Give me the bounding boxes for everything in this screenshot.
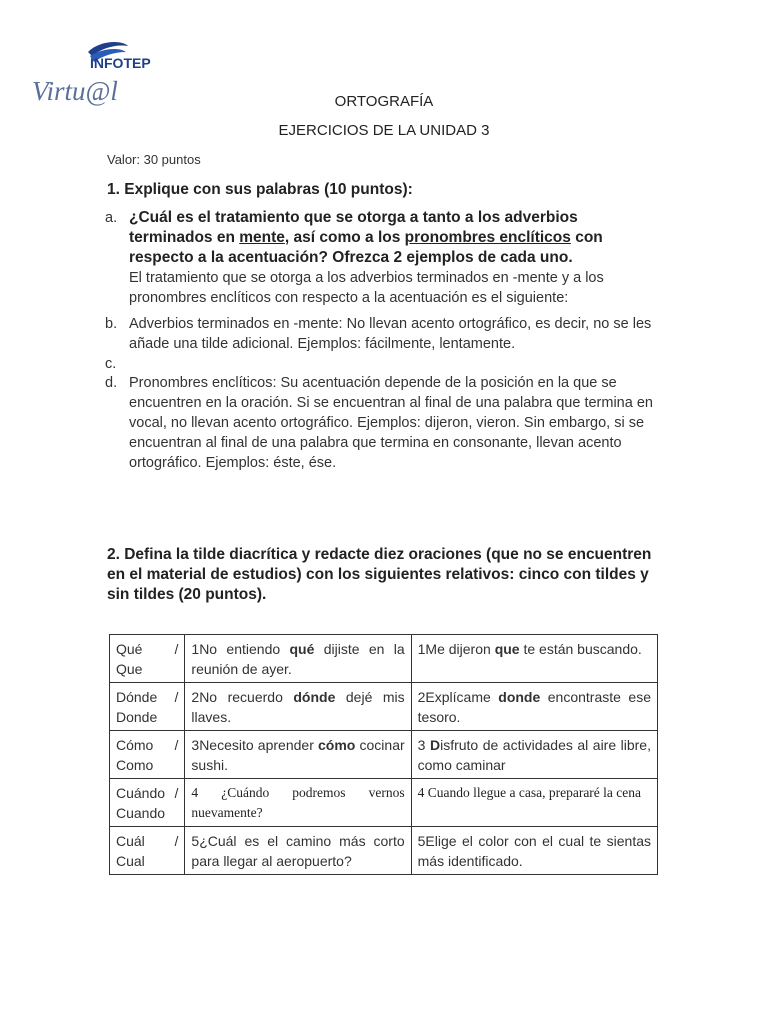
- item-b-text: Adverbios terminados en -mente: No llevan acento ortográfico, es decir, no se les añade una tilde adicional. Ejemplos: fácilmente, lentamente.: [129, 316, 652, 352]
- item-b-letter: b.: [105, 316, 118, 332]
- pair-cell: Cuándo / Cuando: [110, 779, 185, 827]
- item-a-answer: El tratamiento que se otorga a los adverbios terminados en -mente y a los pronombres enclíticos con respecto a la acentuación es el siguiente:: [129, 270, 604, 306]
- page-title: ORTOGRAFÍA: [334, 93, 434, 110]
- sentence-with-tilde: 4 ¿Cuándo podremos vernos nuevamente?: [185, 779, 411, 827]
- item-d-text: Pronombres enclíticos: Su acentuación depende de la posición en la que se encuentren en la oración. Si se encuentran al final de una palabra que termina en vocal, no llevan acento ortográfico. Ejemplos: dijeron, vieron. Sin embargo, si se encuentran al final de una palabra que termina en consonante, llevan acento ortográfico. Ejemplos: éste, ése.: [129, 375, 653, 471]
- pair-cell: Cómo / Como: [110, 731, 185, 779]
- sentence-with-tilde: 1No entiendo qué dijiste en la reunión de ayer.: [185, 635, 411, 683]
- table-row: [110, 683, 658, 731]
- item-a: [129, 208, 629, 308]
- logo-brand: INFOTEP: [90, 55, 151, 71]
- sentence-without-tilde: 4 Cuando llegue a casa, prepararé la cena: [411, 779, 657, 827]
- relatives-table: [109, 634, 658, 875]
- table-row: [110, 779, 658, 827]
- table-row: [110, 827, 658, 875]
- question-2-title: 2. Defina la tilde diacrítica y redacte diez oraciones (que no se encuentren en el material de estudios) con los siguientes relativos: cinco con tildes y sin tildes (20 puntos).: [107, 546, 652, 603]
- question-1-title: 1. Explique con sus palabras (10 puntos):: [107, 181, 413, 198]
- sentence-without-tilde: 5Elige el color con el cual te sientas más identificado.: [411, 827, 657, 875]
- mente-underlined: mente: [239, 229, 285, 246]
- sentence-without-tilde: 2Explícame donde encontraste ese tesoro.: [411, 683, 657, 731]
- sentence-with-tilde: 3Necesito aprender cómo cocinar sushi.: [185, 731, 411, 779]
- sentence-without-tilde: 1Me dijeron que te están buscando.: [411, 635, 657, 683]
- pair-cell: Qué / Que: [110, 635, 185, 683]
- item-a-letter: a.: [105, 210, 118, 226]
- pronombres-underlined: pronombres enclíticos: [404, 229, 571, 246]
- item-a-question: ¿Cuál es el tratamiento que se otorga a tanto a los adverbios terminados en mente, así como a los pronombres enclíticos con respecto a la acentuación? Ofrezca 2 ejemplos de cada uno.: [129, 209, 603, 266]
- sentence-with-tilde: 5¿Cuál es el camino más corto para llegar al aeropuerto?: [185, 827, 411, 875]
- page-subtitle: EJERCICIOS DE LA UNIDAD 3: [278, 122, 490, 139]
- pair-cell: Cuál / Cual: [110, 827, 185, 875]
- valor-label: Valor: 30 puntos: [107, 152, 201, 167]
- table-row: [110, 731, 658, 779]
- pair-cell: Dónde / Donde: [110, 683, 185, 731]
- table-row: [110, 635, 658, 683]
- sentence-with-tilde: 2No recuerdo dónde dejé mis llaves.: [185, 683, 411, 731]
- sentence-without-tilde: 3 Disfruto de actividades al aire libre, como caminar: [411, 731, 657, 779]
- item-d-letter: d.: [105, 375, 118, 391]
- logo-sub: Virtu@l: [32, 76, 118, 106]
- item-c-letter: c.: [105, 356, 117, 372]
